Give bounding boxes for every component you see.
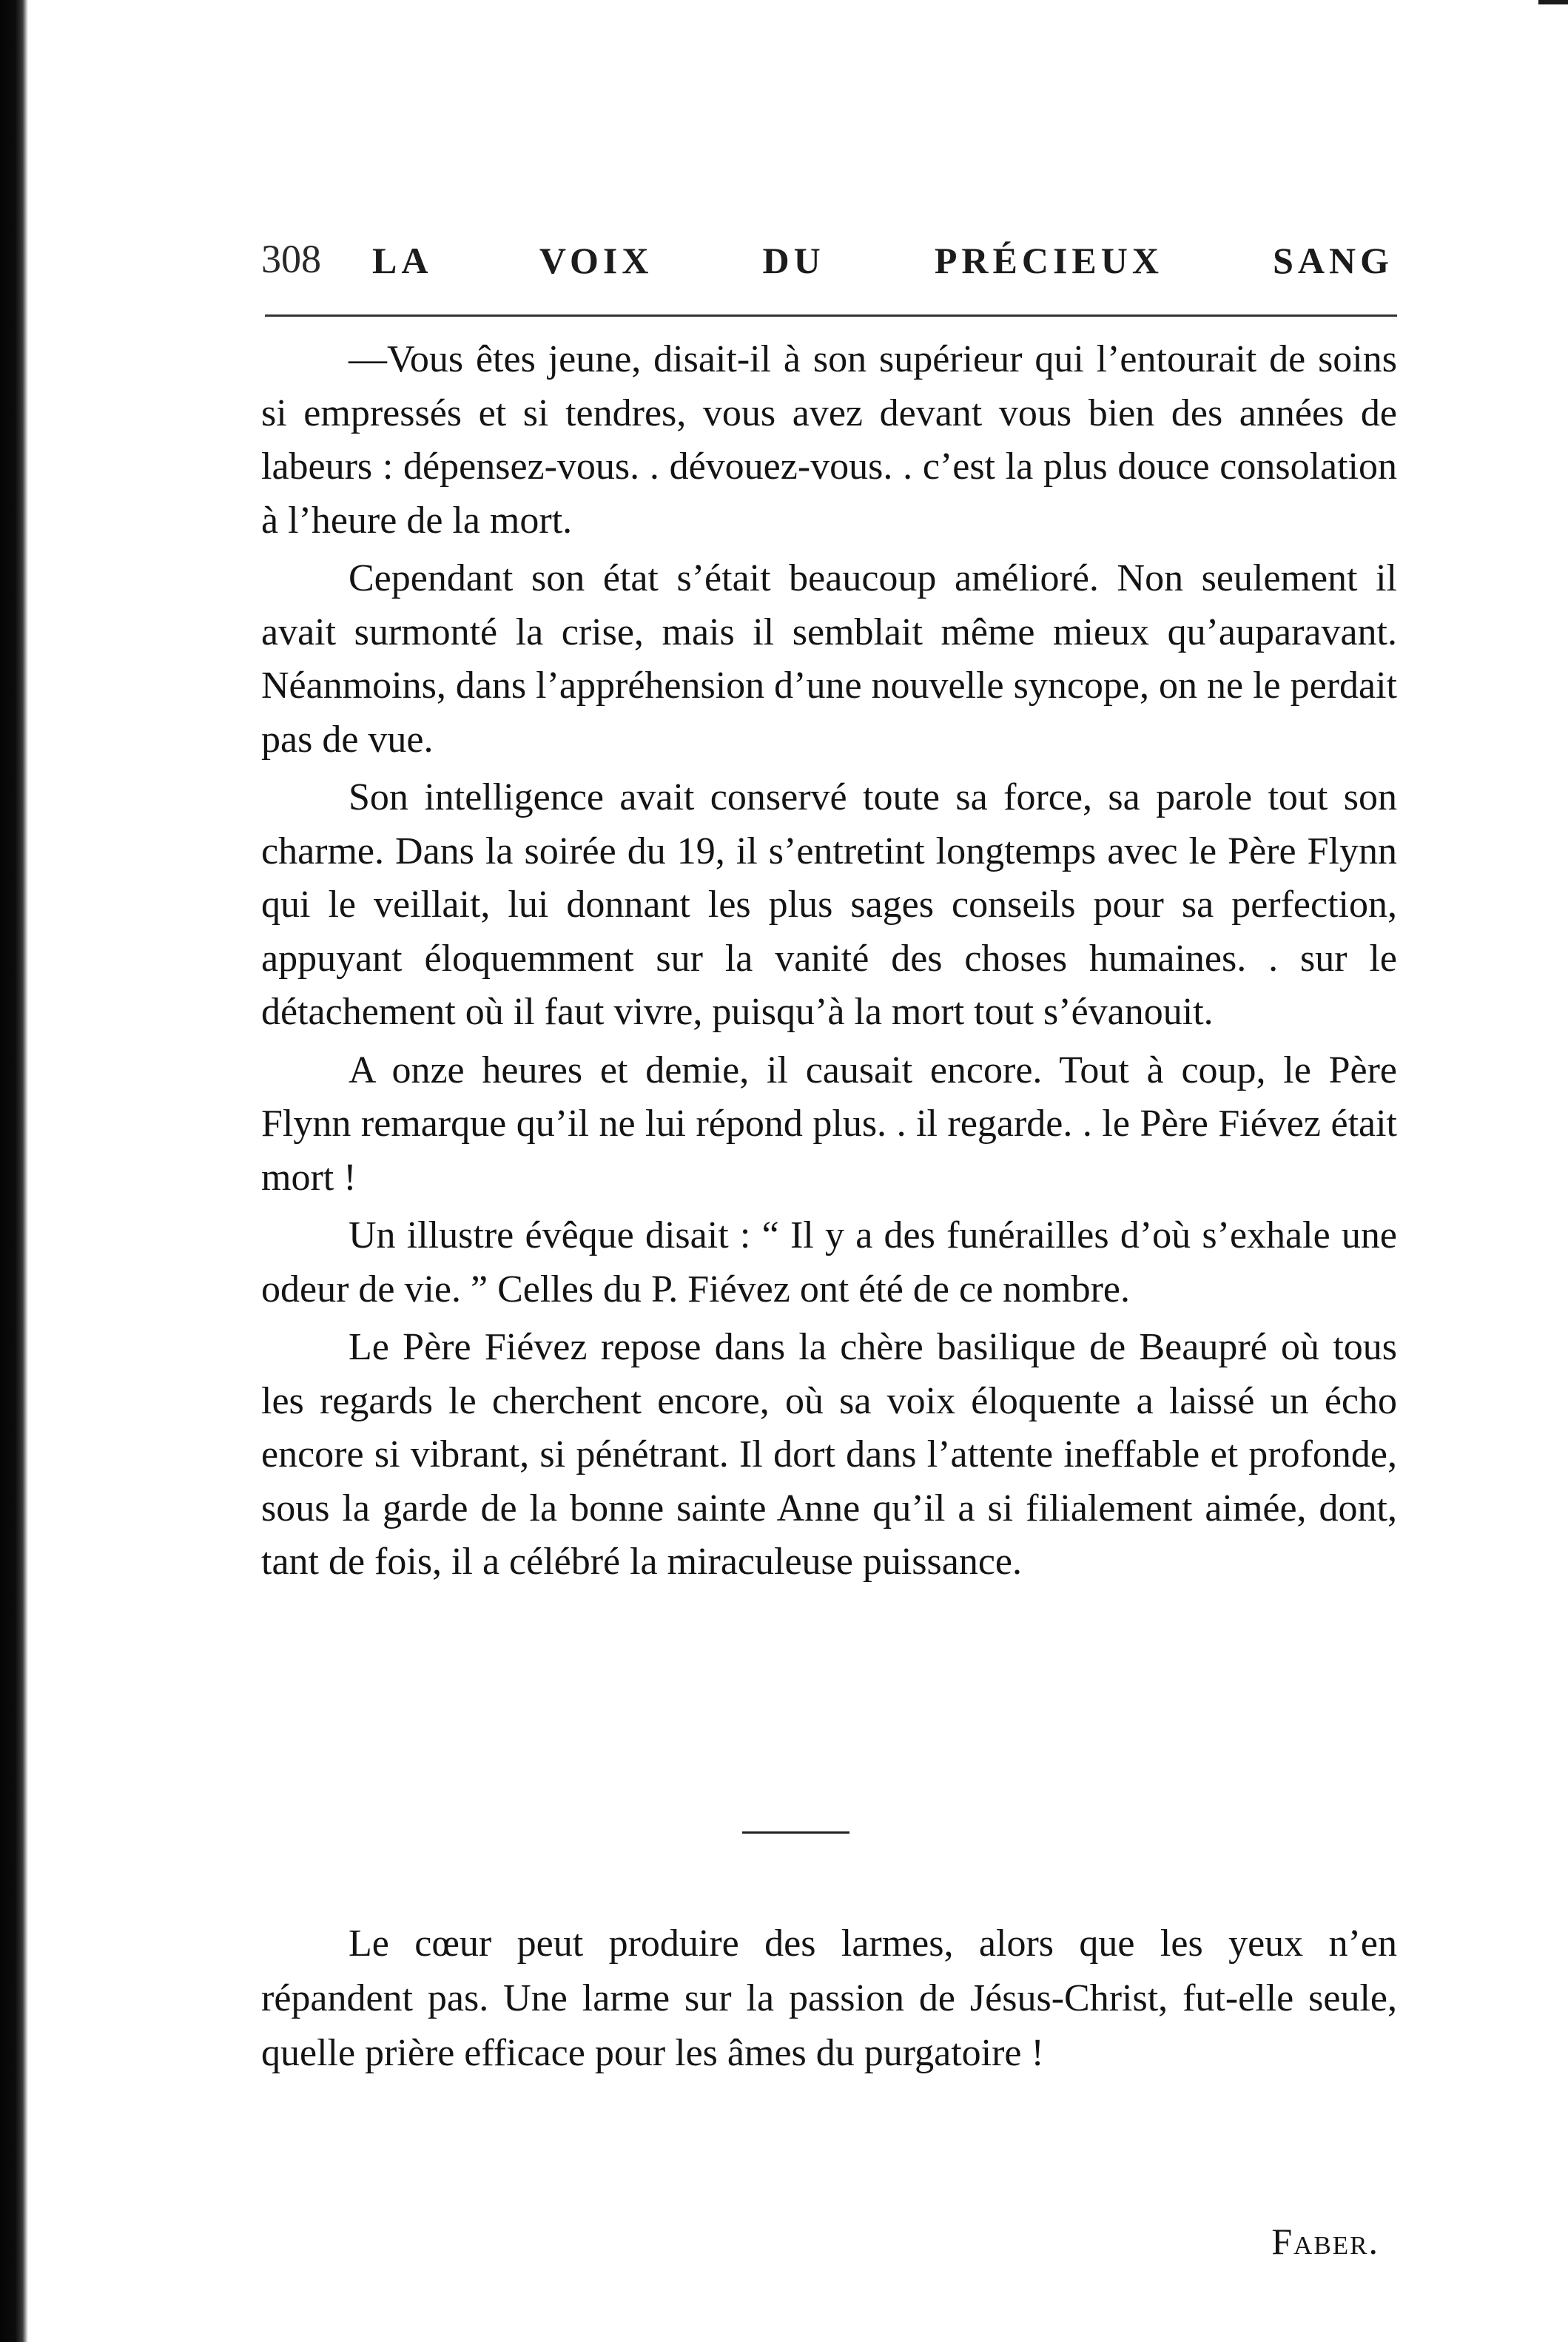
page-header bbox=[261, 235, 1393, 287]
scan-corner-mark bbox=[1538, 0, 1568, 4]
body-text bbox=[261, 333, 1397, 1594]
header-rule bbox=[265, 314, 1397, 317]
paragraph: Le Père Fiévez repose dans la chère basilique de Beaupré où tous les regards le cherchent encore, où sa voix éloquente a laissé un écho encore si vibrant, si pénétrant. Il dort dans l’attente ineffable et profonde, sous la garde de la bonne sainte Anne qu’il a si filialement aimée, dont, tant de fois, il a célébré la miraculeuse puissance. bbox=[261, 1326, 1397, 1583]
section-separator bbox=[742, 1831, 849, 1834]
quote-author: Faber. bbox=[1271, 2221, 1379, 2262]
paragraph: Un illustre évêque disait : “ Il y a des funérailles d’où s’exhale une odeur de vie. ” Celles du P. Fiévez ont été de ce nombre. bbox=[261, 1214, 1397, 1310]
paragraph: A onze heures et demie, il causait encore. Tout à coup, le Père Flynn remarque qu’il ne lui répond plus. . il regarde. . le Père Fiévez était mort ! bbox=[261, 1049, 1397, 1199]
paragraph: —Vous êtes jeune, disait-il à son supérieur qui l’entourait de soins si empressés et si tendres, vous avez devant vous bien des années de labeurs : dépensez-vous. . dévouez-vous. . c’est la plus douce consolation à l’heure de la mort. bbox=[261, 338, 1397, 542]
scan-page-edge bbox=[0, 0, 28, 2342]
closing-quote bbox=[261, 1917, 1397, 2081]
page-number: 308 bbox=[261, 237, 321, 281]
running-title: LA VOIX DU PRÉCIEUX SANG bbox=[372, 240, 1393, 281]
paragraph: Son intelligence avait conservé toute sa force, sa parole tout son charme. Dans la soirée du 19, il s’entretint longtemps avec le Père Flynn qui le veillait, lui donnant les plus sages conseils pour sa perfection, appuyant éloquemment sur la vanité des choses humaines. . sur le détachement où il faut vivre, puisqu’à la mort tout s’évanouit. bbox=[261, 776, 1397, 1033]
paragraph: Cependant son état s’était beaucoup amélioré. Non seulement il avait surmonté la crise, mais il semblait même mieux qu’auparavant. Néanmoins, dans l’appréhension d’une nouvelle syncope, on ne le perdait pas de vue. bbox=[261, 557, 1397, 761]
quote-text: Le cœur peut produire des larmes, alors que les yeux n’en répandent pas. Une larme sur la passion de Jésus-Christ, fut-elle seule, quelle prière efficace pour les âmes du purgatoire ! bbox=[261, 1922, 1397, 2074]
